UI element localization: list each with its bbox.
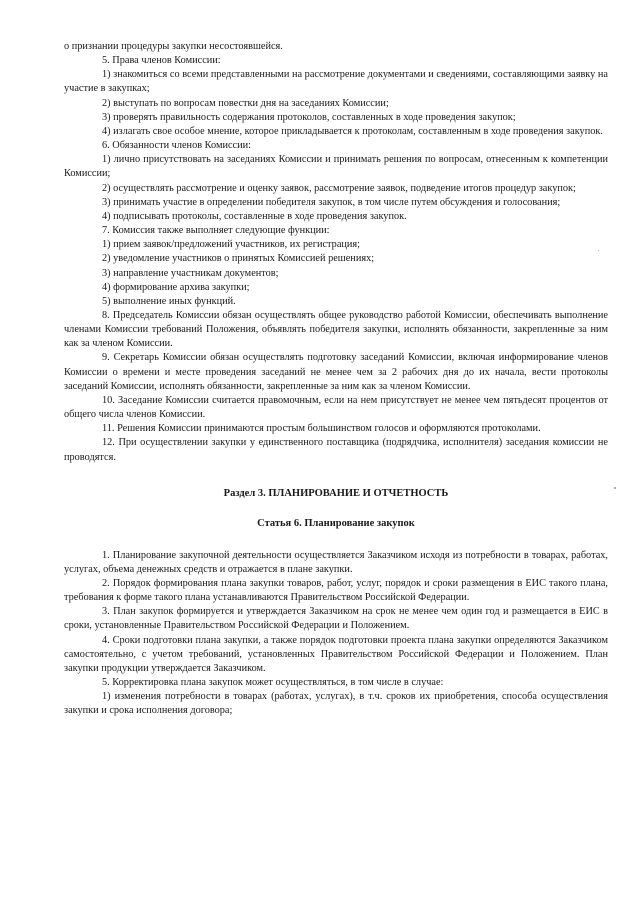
paragraph: 1) знакомиться со всеми представленными на рассмотрение документами и сведениями, составляющими заявку на участие в закупках; bbox=[64, 69, 608, 95]
paragraph: 5. Права членов Комиссии: bbox=[102, 55, 221, 67]
section-title: Раздел 3. ПЛАНИРОВАНИЕ И ОТЧЕТНОСТЬ bbox=[223, 487, 449, 499]
document-page bbox=[64, 40, 608, 719]
scan-speck bbox=[598, 250, 599, 251]
spacer bbox=[64, 465, 608, 479]
planning-section bbox=[64, 549, 608, 719]
paragraph: 1) лично присутствовать на заседаниях Комиссии и принимать решения по вопросам, отнесенным к компетенции Комиссии; bbox=[64, 154, 608, 180]
paragraph: 10. Заседание Комиссии считается правомочным, если на нем присутствует не менее чем пятьдесят процентов от общего числа членов Комиссии. bbox=[64, 394, 608, 421]
paragraph: 5. Корректировка плана закупок может осуществляться, в том числе в случае: bbox=[102, 677, 444, 689]
paragraph: 3. План закупок формируется и утверждается Заказчиком на срок не менее чем один год и размещается в ЕИС в сроки, установленные Правительством Российской Федерации и Положением. bbox=[64, 606, 608, 632]
paragraph: 2) осуществлять рассмотрение и оценку заявок, рассмотрение заявок, подведение итогов процедур закупок; bbox=[102, 182, 576, 194]
paragraph: 4) формирование архива закупки; bbox=[102, 281, 250, 293]
paragraph: 8. Председатель Комиссии обязан осуществлять общее руководство работой Комиссии, обеспечивать выполнение членами Комиссии требований Положения, объявлять победителя закупки, исполнять обязанности, закрепленные за ним как за членом Комиссии. bbox=[64, 309, 608, 350]
paragraph: 4) подписывать протоколы, составленные в ходе проведения закупок. bbox=[102, 210, 407, 222]
paragraph: 4. Сроки подготовки плана закупки, а также порядок подготовки проекта плана закупки определяются Заказчиком самостоятельно, с учетом требований, установленных Правительством Российской Федерации и Положением. План закупки продукции утверждается Заказчиком. bbox=[64, 634, 608, 674]
paragraph: 2) уведомление участников о принятых Комиссией решениях; bbox=[102, 253, 375, 265]
article-title: Статья 6. Планирование закупок bbox=[257, 517, 415, 529]
paragraph: 3) направление участникам документов; bbox=[102, 267, 279, 279]
paragraph: 7. Комиссия также выполняет следующие функции: bbox=[102, 225, 330, 237]
paragraph: 4) излагать свое особое мнение, которое прикладывается к протоколам, составленным в ходе проведения закупок. bbox=[102, 125, 603, 137]
paragraph: 6. Обязанности членов Комиссии: bbox=[102, 140, 252, 152]
paragraph: 11. Решения Комиссии принимаются простым большинством голосов и оформляются протоколами. bbox=[102, 423, 541, 435]
paragraph: о признании процедуры закупки несостоявшейся. bbox=[64, 41, 283, 52]
paragraph: 2) выступать по вопросам повестки дня на заседаниях Комиссии; bbox=[102, 97, 389, 109]
paragraph: 5) выполнение иных функций. bbox=[102, 295, 236, 307]
paragraph: 3) проверять правильность содержания протоколов, составленных в ходе проведения закупок; bbox=[102, 111, 516, 123]
paragraph: 1. Планирование закупочной деятельности осуществляется Заказчиком исходя из потребности в товарах, работах, услугах, объема денежных средств и отражается в плане закупки. bbox=[64, 549, 608, 575]
paragraph: 3) принимать участие в определении победителя закупок, в том числе путем обсуждения и голосования; bbox=[102, 196, 561, 208]
paragraph: 1) прием заявок/предложений участников, их регистрация; bbox=[102, 239, 361, 251]
paragraph: 12. При осуществлении закупки у единственного поставщика (подрядчика, исполнителя) заседания комиссии не проводятся. bbox=[64, 437, 608, 463]
scan-speck bbox=[614, 487, 616, 489]
commission-rights-section bbox=[64, 40, 608, 465]
paragraph: 2. Порядок формирования плана закупки товаров, работ, услуг, порядок и сроки размещения в ЕИС такого плана, требования к форме такого плана устанавливаются Правительством Российской Федерации. bbox=[64, 578, 608, 604]
paragraph: 9. Секретарь Комиссии обязан осуществлять подготовку заседаний Комиссии, включая информирование членов Комиссии о времени и месте проведения заседаний не менее чем за 2 рабочих дня до их начала, вести протоколы заседаний Комиссии, исполнять обязанности, закрепленные за ним как за членом Комиссии. bbox=[64, 352, 608, 392]
paragraph: 1) изменения потребности в товарах (работах, услугах), в т.ч. сроков их приобретения, способа осуществления закупки и срока исполнения договора; bbox=[64, 691, 608, 717]
